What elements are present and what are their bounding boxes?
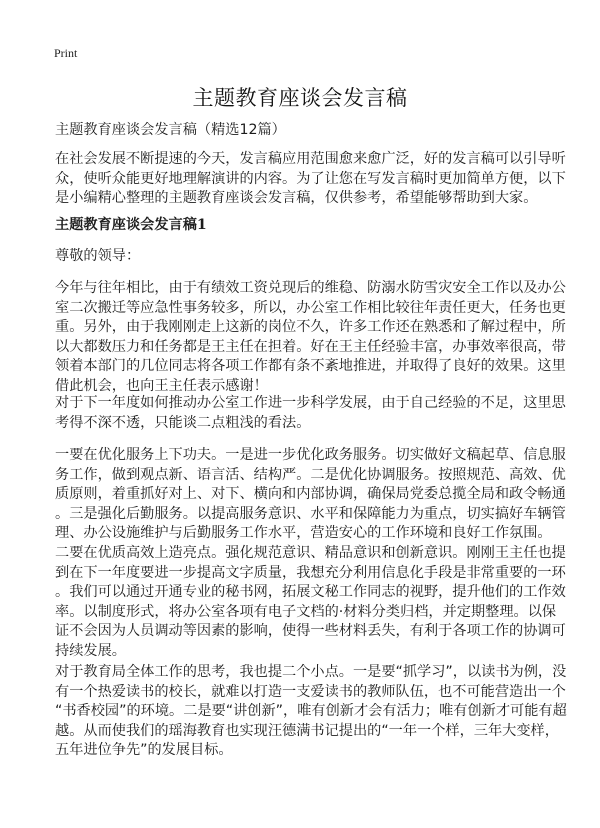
print-link[interactable]: Print	[54, 46, 78, 60]
paragraph-2	[55, 394, 566, 433]
document-subtitle: 主题教育座谈会发言稿（精选12篇）	[55, 122, 286, 138]
text-line: 众，使听众能更好地理解演讲的内容。为了让您在写发言稿时更加简单方便，以下	[55, 170, 566, 187]
text-line: 今年与往年相比，由于有绩效工资兑现后的维稳、防溺水防雪灾安全工作以及办公	[55, 280, 566, 296]
text-line: 二要在优质高效上造亮点。强化规范意识、精品意识和创新意识。刚刚王主任也提	[55, 545, 566, 561]
document-title: 主题教育座谈会发言稿	[192, 86, 408, 110]
text-line: 有一个热爱读书的校长，就难以打造一支爱读书的教师队伍，也不可能营造出一个	[55, 683, 566, 700]
text-line: 领着本部门的几位同志将各项工作都有条不紊地推进，并取得了良好的效果。这里	[55, 358, 566, 374]
text-line: 越。从而使我们的瑶海教育也实现汪德满书记提出的“一年一个样，三年大变样，	[55, 722, 559, 739]
text-line: 借此机会，也向王主任表示感谢！	[55, 377, 268, 394]
paragraph-5	[55, 663, 567, 761]
section-heading: 主题教育座谈会发言稿1	[55, 217, 207, 233]
text-line: 以大都数压力和任务都是王主任在担着。好在王主任经验丰富，办事效率很高，带	[55, 338, 566, 355]
text-line: 是小编精心整理的主题教育座谈会发言稿，仅供参考，希望能够帮助到大家。	[55, 190, 538, 206]
text-line: 。我们可以通过开通专业的秘书网，拓展文秘工作同志的视野，提升他们的工作效	[55, 584, 566, 600]
text-line: 率。以制度形式，将办公室各项有电子文档的·材料分类归档，并定期整理。以保	[55, 603, 557, 620]
intro-paragraph	[55, 150, 566, 209]
text-line: 重。另外，由于我刚刚走上这新的岗位不久，许多工作还在熟悉和了解过程中，所	[55, 319, 566, 335]
text-line: 对于下一年度如何推动办公室工作进一步科学发展，由于自己经验的不足，这里思	[55, 395, 566, 411]
text-line: 理、办公设施维护与后勤服务工作水平，营造安心的工作环境和良好工作氛围。	[55, 525, 552, 541]
paragraph-4	[55, 544, 566, 661]
text-line: 室二次搬迁等应急性事务较多，所以，办公室工作相比较往年责任更大，任务也更	[55, 299, 566, 316]
text-line: 务工作，做到观点新、语言活、结构严。二是优化协调服务。按照规范、高效、优	[55, 466, 566, 483]
text-line: “书香校园”的环境。二是要“讲创新”，唯有创新才会有活力；唯有创新才可能有超	[55, 703, 567, 719]
greeting: 尊敬的领导：	[55, 248, 141, 264]
text-line: 质原则，着重抓好对上、对下、横向和内部协调，确保局党委总揽全局和政令畅通	[55, 486, 566, 502]
text-line: 考得不深不透，只能谈二点粗浅的看法。	[55, 414, 311, 431]
text-line: 持续发展。	[55, 642, 126, 659]
paragraph-3	[55, 446, 566, 544]
text-line: 。三是强化后勤服务。以提高服务意识、水平和保障能力为重点，切实搞好车辆管	[55, 505, 566, 522]
text-line: 对于教育局全体工作的思考，我也提二个小点。一是要“抓学习”，以读书为例，没	[55, 664, 567, 680]
text-line: 五年进位争先”的发展目标。	[55, 742, 233, 758]
text-line: 到在下一年度要进一步提高文字质量，我想充分利用信息化手段是非常重要的一环	[55, 564, 566, 581]
text-line: 在社会发展不断提速的今天，发言稿应用范围愈来愈广泛，好的发言稿可以引导听	[55, 151, 566, 167]
text-line: 证不会因为人员调动等因素的影响，使得一些材料丢失，有利于各项工作的协调可	[55, 623, 566, 639]
paragraph-1	[55, 279, 566, 396]
text-line: 一要在优化服务上下功夫。一是进一步优化政务服务。切实做好文稿起草、信息服	[55, 447, 566, 463]
